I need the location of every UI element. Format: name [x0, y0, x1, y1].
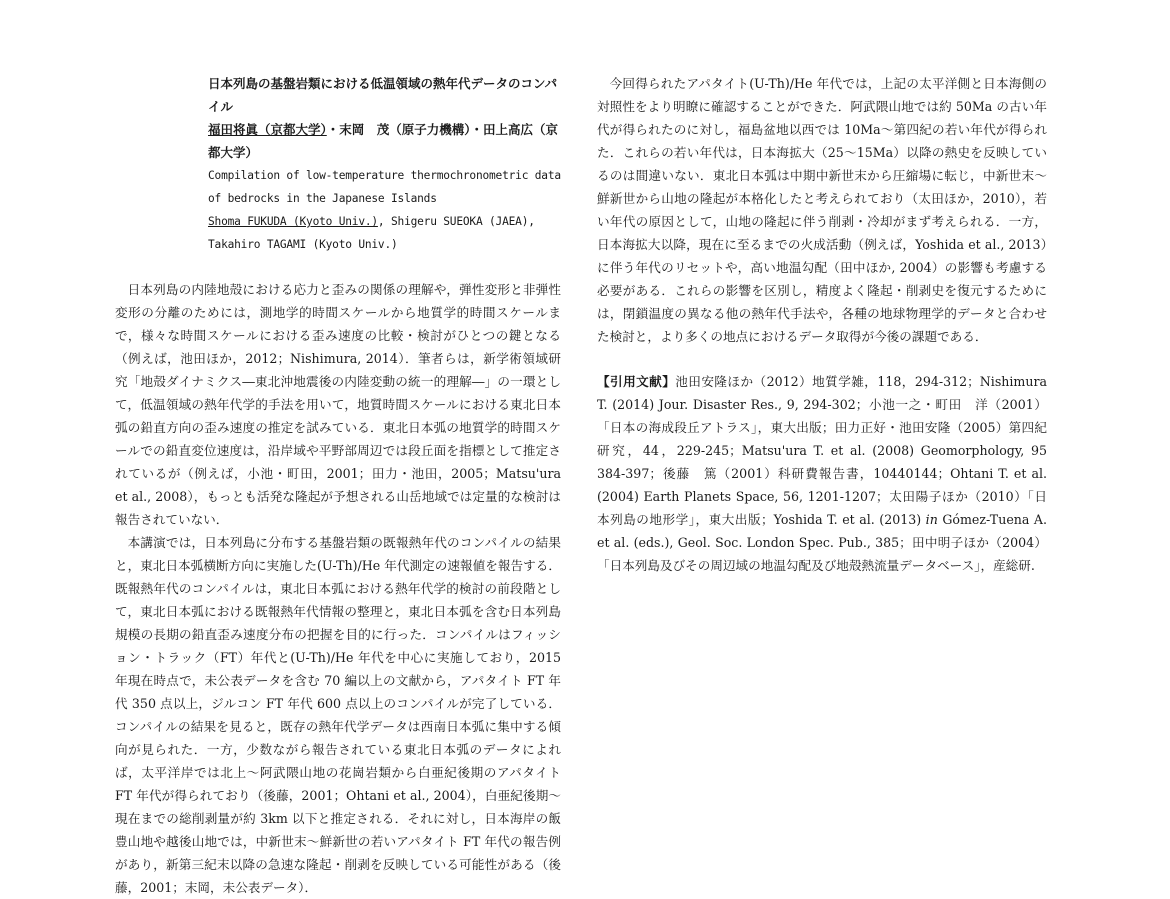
- left-column: [115, 72, 561, 899]
- title-english: Compilation of low-temperature thermochronometric data of bedrocks in the Japanese Islands: [208, 169, 561, 205]
- authors-japanese: [208, 118, 561, 164]
- presenting-author-jp: 福田将眞（京都大学）: [208, 122, 327, 137]
- presenting-author-en: Shoma FUKUDA (Kyoto Univ.): [208, 215, 378, 228]
- paragraph-presentation: [115, 531, 561, 899]
- references-in: in: [925, 512, 938, 527]
- right-column: [597, 72, 1047, 577]
- abstract-header: [208, 72, 561, 256]
- references-text-a: 池田安隆ほか（2012）地質学雑，118，294-312；Nishimura T. (2014) Jour. Disaster Res., 9, 294-302；小池一之・町田 洋（2001）「日本の海成段丘アトラス」，東大出版；田力正好・池田安隆（2005）第四紀研究，44，229-245；Matsu'ura T. et al. (2008) Geomorphology, 95 384-397；後藤 篤（2001）科研費報告書，10440144；Ohtani T. et al. (2004) Earth Planets Space, 56, 1201-1207；太田陽子ほか（2010）「日本列島の地形学」，東大出版；Yoshida T. et al. (2013): [597, 374, 1048, 527]
- title-japanese: 日本列島の基盤岩類における低温領域の熱年代データのコンパイル: [208, 76, 558, 114]
- references-text-b: Gómez-Tuena A. et al. (eds.), Geol. Soc. London Spec. Pub., 385；田中明子ほか（2004）「日本列島及びその周辺域の地温勾配及び地殻熱流量データベース」，産総研.: [597, 512, 1047, 573]
- paragraph-presentation-text: 本講演では，日本列島に分布する基盤岩類の既報熱年代のコンパイルの結果と，東北日本弧横断方向に実施した(U-Th)/He 年代測定の速報値を報告する．既報熱年代のコンパイルは，東北日本弧における熱年代学的検討の前段階として，東北日本弧における既報熱年代情報の整理と，東北日本弧を含む日本列島規模の長期の鉛直歪み速度分布の把握を目的に行った．コンパイルはフィッション・トラック（FT）年代と(U-Th)/He 年代を中心に実施しており，2015 年現在時点で，未公表データを含む 70 編以上の文献から，アパタイト FT 年代 350 点以上，ジルコン FT 年代 600 点以上のコンパイルが完了している．コンパイルの結果を見ると，既存の熱年代学データは西南日本弧に集中する傾向が見られた．一方，少数ながら報告されている東北日本弧のデータによれば，太平洋岸では北上～阿武隈山地の花崗岩類から白亜紀後期のアパタイト FT 年代が得られており（後藤，2001；Ohtani et al., 2004），白亜紀後期～現在までの総削剥量が約 3km 以下と推定される．それに対し，日本海岸の飯豊山地や越後山地では，中新世末～鮮新世の若いアパタイト FT 年代の報告例があり，新第三紀末以降の急速な隆起・削剥を反映している可能性がある（後藤，2001；末岡，未公表データ）．: [115, 535, 562, 895]
- paragraph-introduction: 日本列島の内陸地殻における応力と歪みの関係の理解や，弾性変形と非弾性変形の分離のためには，測地学的時間スケールから地質学的時間スケールまで，様々な時間スケールにおける歪み速度の比較・検討がひとつの鍵となる（例えば，池田ほか，2012；Nishimura, 2014）．筆者らは，新学術領域研究「地殻ダイナミクス―東北沖地震後の内陸変動の統一的理解―」の一環として，低温領域の熱年代学的手法を用いて，地質時間スケールにおける東北日本弧の鉛直方向の歪み速度の推定を試みている．東北日本弧の地質学的時間スケールでの鉛直変位速度は，沿岸域や平野部周辺では段丘面を指標として推定されているが（例えば，小池・町田，2001；田力・池田，2005；Matsu'ura et al., 2008），もっとも活発な隆起が予想される山岳地域では定量的な検討は報告されていない．: [115, 282, 562, 527]
- coauthors-jp: ・末岡 茂（原子力機構）・田上高広（京都大学）: [208, 122, 559, 160]
- paragraph-results: 今回得られたアパタイト(U-Th)/He 年代では，上記の太平洋側と日本海側の対照性をより明瞭に確認することができた．阿武隈山地では約 50Ma の古い年代が得られたのに対し，福島盆地以西では 10Ma～第四紀の若い年代が得られた．これらの若い年代は，日本海拡大（25～15Ma）以降の熱史を反映しているのは間違いない．東北日本弧は中期中新世末から圧縮場に転じ，中新世末～鮮新世から山地の隆起が本格化したと考えられており（太田ほか，2010），若い年代の原因として，山地の隆起に伴う削剥・冷却がまず考えられる．一方，日本海拡大以降，現在に至るまでの火成活動（例えば，Yoshida et al., 2013）に伴う年代のリセットや，高い地温勾配（田中ほか, 2004）の影響も考慮する必要がある．これらの影響を区別し，精度よく隆起・削剥史を復元するためには，閉鎖温度の異なる他の熱年代手法や，各種の地球物理学的データと合わせた検討と，より多くの地点におけるデータ取得が今後の課題である．: [597, 76, 1047, 344]
- coauthors-en: , Shigeru SUEOKA (JAEA), Takahiro TAGAMI (Kyoto Univ.): [208, 215, 535, 251]
- spacer: [597, 348, 1047, 370]
- references: [597, 370, 1047, 577]
- references-label: 【引用文献】: [597, 374, 676, 389]
- authors-english: [208, 210, 561, 256]
- spacer: [115, 256, 561, 278]
